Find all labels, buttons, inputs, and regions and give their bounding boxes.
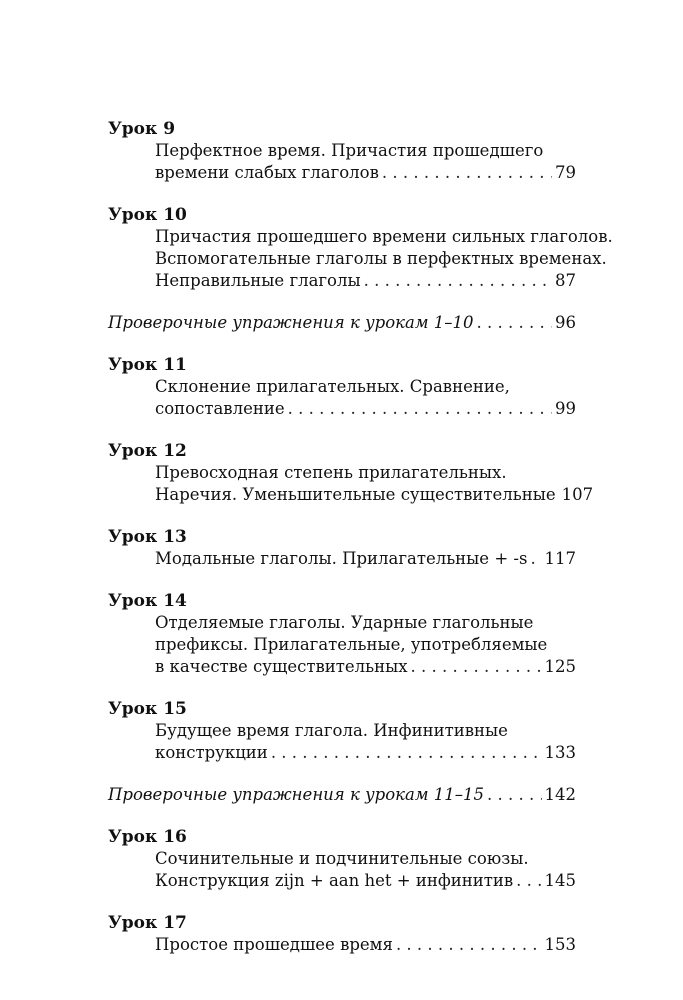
dot-leader: [487, 784, 541, 806]
lesson-title: Урок 14: [108, 591, 187, 611]
toc-entry-review-11-15: [108, 784, 576, 806]
toc-entry-lesson-15: [108, 698, 576, 764]
entry-text: Наречия. Уменьшительные существительные: [155, 485, 556, 504]
toc-entry-review-1-10: [108, 312, 576, 334]
entry-text: Модальные глаголы. Прилагательные + -s: [155, 549, 528, 568]
lesson-title: Урок 12: [108, 441, 187, 461]
page-number: 142: [544, 785, 576, 804]
entry-text: Превосходная степень прилагательных.: [155, 463, 507, 482]
entry-text: Сочинительные и подчинительные союзы.: [155, 849, 529, 868]
lesson-title: Урок 15: [108, 699, 187, 719]
toc-entry-lesson-10: [108, 204, 613, 292]
entry-text: сопоставление: [155, 399, 285, 418]
review-text: Проверочные упражнения к урокам 1–10: [108, 313, 474, 332]
dot-leader: [271, 742, 542, 764]
entry-text: в качестве существительных: [155, 657, 408, 676]
lesson-title: Урок 11: [108, 355, 187, 375]
page-number: 117: [544, 549, 576, 568]
page-number: 145: [544, 871, 576, 890]
toc-entry-lesson-9: [108, 118, 576, 184]
lesson-title: Урок 17: [108, 913, 187, 933]
review-text: Проверочные упражнения к урокам 11–15: [108, 785, 485, 804]
dot-leader: [516, 870, 541, 892]
lesson-title: Урок 16: [108, 827, 187, 847]
dot-leader: [382, 162, 552, 184]
entry-text: Отделяемые глаголы. Ударные глагольные: [155, 613, 534, 632]
page-number: 99: [555, 399, 576, 418]
lesson-title: Урок 13: [108, 527, 187, 547]
page-number: 87: [555, 271, 576, 290]
entry-text: Склонение прилагательных. Сравнение,: [155, 377, 510, 396]
table-of-contents: [108, 118, 613, 976]
toc-entry-lesson-12: [108, 440, 594, 506]
entry-text: Неправильные глаголы: [155, 271, 361, 290]
toc-entry-lesson-16: [108, 826, 576, 892]
dot-leader: [530, 548, 541, 570]
dot-leader: [477, 312, 552, 334]
entry-text: Простое прошедшее время: [155, 935, 393, 954]
entry-text: Причастия прошедшего времени сильных глаголов.: [155, 227, 613, 246]
entry-text: Конструкция zijn + aan het + инфинитив: [155, 871, 514, 890]
entry-text: Вспомогательные глаголы в перфектных временах.: [155, 249, 607, 268]
entry-text: Будущее время глагола. Инфинитивные: [155, 721, 508, 740]
lesson-title: Урок 10: [108, 205, 187, 225]
dot-leader: [288, 398, 552, 420]
toc-entry-lesson-17: [108, 912, 576, 956]
dot-leader: [396, 934, 542, 956]
page-number: 125: [544, 657, 576, 676]
page-number: 96: [555, 313, 576, 332]
page-number: 79: [555, 163, 576, 182]
toc-entry-lesson-14: [108, 590, 576, 678]
page-number: 133: [544, 743, 576, 762]
page-number: 107: [561, 485, 594, 504]
entry-text: Перфектное время. Причастия прошедшего: [155, 141, 544, 160]
entry-text: времени слабых глаголов: [155, 163, 379, 182]
dot-leader: [364, 270, 552, 292]
toc-entry-lesson-13: [108, 526, 576, 570]
entry-text: префиксы. Прилагательные, употребляемые: [155, 635, 548, 654]
lesson-title: Урок 9: [108, 119, 176, 139]
toc-entry-lesson-11: [108, 354, 576, 420]
page-number: 153: [544, 935, 576, 954]
entry-text: конструкции: [155, 743, 268, 762]
dot-leader: [411, 656, 542, 678]
